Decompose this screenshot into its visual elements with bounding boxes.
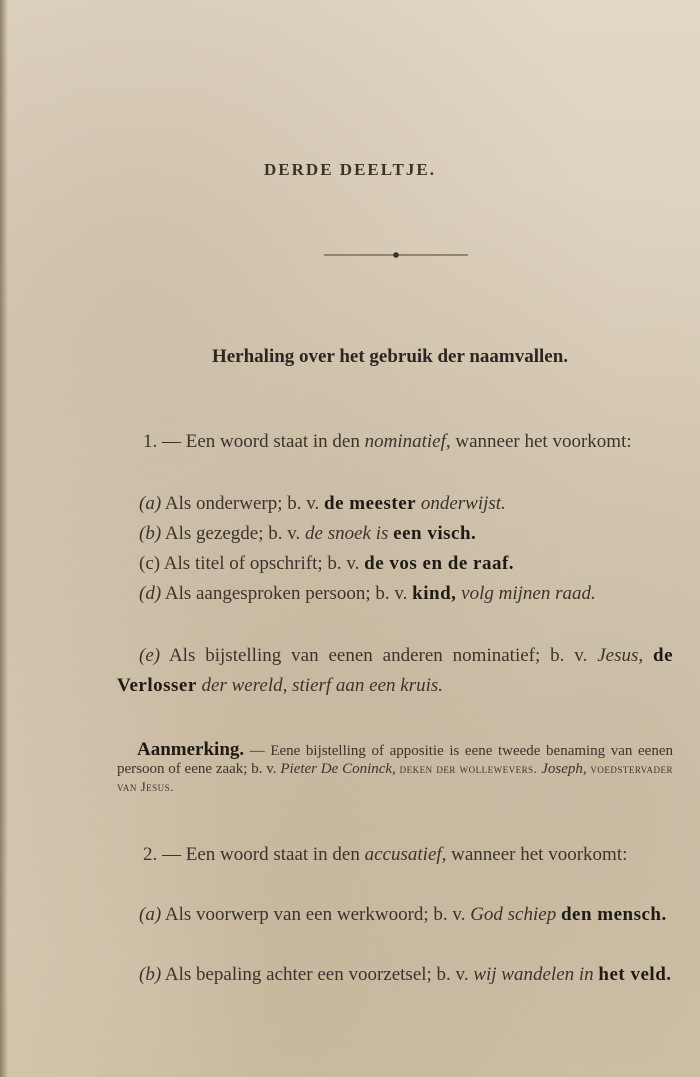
section-heading: Herhaling over het gebruik der naamvallen. bbox=[211, 346, 569, 367]
remark-note: Aanmerking. — Eene bijstelling of appositie is eene tweede benaming van eenen persoon of eene zaak; b. v. Pieter De Coninck, deken der wollewevers. Joseph, voedstervader van Jesus. bbox=[117, 739, 674, 794]
item-b-predicate: (b) Als gezegde; b. v. de snoek is een visch. bbox=[139, 523, 477, 544]
item-a-object: (a) Als voorwerp van een werkwoord; b. v. God schiep den mensch. bbox=[139, 904, 667, 925]
item-a-subject: (a) Als onderwerp; b. v. de meester onderwijst. bbox=[139, 493, 506, 514]
item-b-preposition: (b) Als bepaling achter een voorzetsel; b. v. wij wandelen in het veld. bbox=[139, 964, 672, 985]
item-d-addressed: (d) Als aangesproken persoon; b. v. kind, volg mijnen raad. bbox=[139, 583, 596, 604]
divider-ornament bbox=[324, 250, 468, 260]
paragraph-1-intro: 1. — Een woord staat in den nominatief, wanneer het voorkomt: bbox=[143, 431, 632, 452]
paragraph-2-intro: 2. — Een woord staat in den accusatief, wanneer het voorkomt: bbox=[143, 844, 628, 865]
chapter-title: DERDE DEELTJE. bbox=[264, 160, 436, 179]
paragraph-number: 1. — bbox=[143, 431, 181, 452]
item-e-apposition: (e) Als bijstelling van eenen anderen nominatief; b. v. Jesus, de Verlosser der wereld, stierf aan een kruis. bbox=[117, 645, 674, 696]
remark-label: Aanmerking. bbox=[137, 739, 245, 760]
item-c-title: (c) Als titel of opschrift; b. v. de vos en de raaf. bbox=[139, 553, 515, 574]
paragraph-number: 2. — bbox=[143, 844, 181, 865]
